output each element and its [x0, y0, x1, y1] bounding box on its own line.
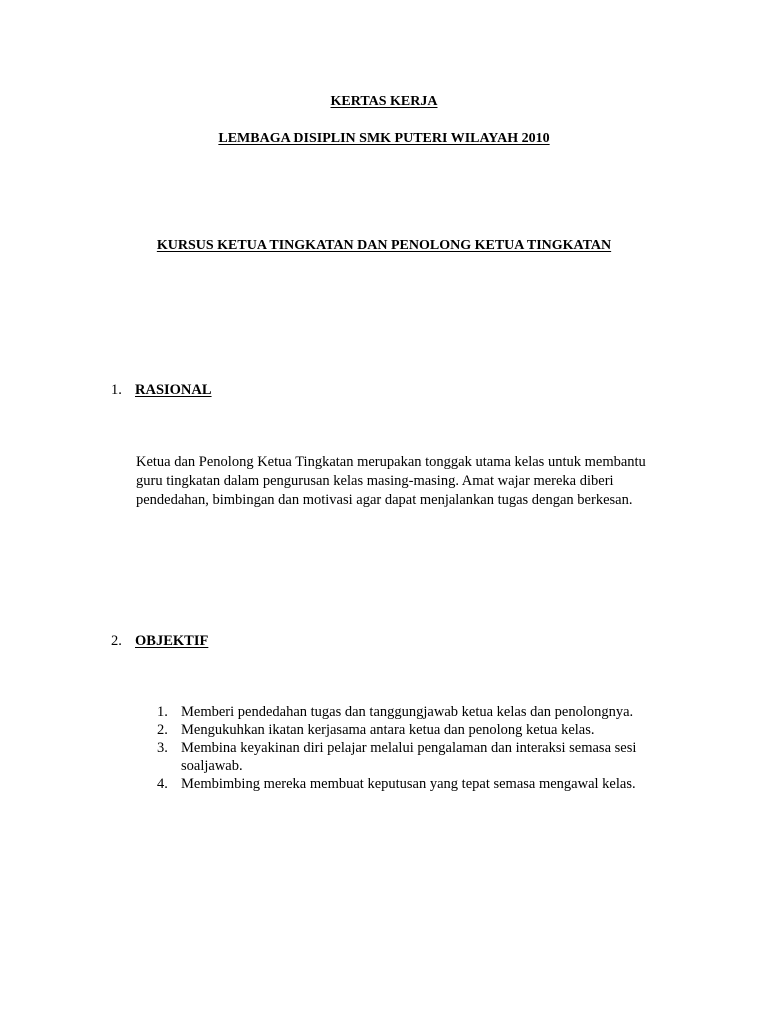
document-subtitle — [0, 131, 768, 147]
paragraph-line: guru tingkatan dalam pengurusan kelas masing-masing. Amat wajar mereka diberi — [136, 473, 614, 489]
section-title: OBJEKTIF — [135, 633, 209, 649]
list-item — [157, 775, 717, 793]
list-item-number: 1. — [157, 704, 168, 720]
paragraph-line: pendedahan, bimbingan dan motivasi agar dapat menjalankan tugas dengan berkesan. — [136, 492, 633, 508]
list-item — [157, 703, 717, 721]
list-item — [157, 739, 717, 775]
objektif-list — [157, 703, 717, 793]
list-item-text: Membimbing mereka membuat keputusan yang tepat semasa mengawal kelas. — [181, 776, 636, 792]
course-title-text: KURSUS KETUA TINGKATAN DAN PENOLONG KETUA TINGKATAN — [156, 238, 612, 253]
list-item — [157, 721, 717, 739]
rasional-paragraph — [136, 453, 696, 510]
document-subtitle-text: LEMBAGA DISIPLIN SMK PUTERI WILAYAH 2010 — [218, 131, 550, 146]
section-number: 2. — [111, 633, 122, 649]
document-title-text: KERTAS KERJA — [330, 94, 438, 109]
list-item-number: 3. — [157, 740, 168, 756]
list-item-number: 2. — [157, 722, 168, 738]
section-number: 1. — [111, 382, 122, 398]
paragraph-line: Ketua dan Penolong Ketua Tingkatan merupakan tonggak utama kelas untuk membantu — [136, 454, 646, 470]
course-title — [0, 238, 768, 254]
section-objektif-heading — [111, 633, 208, 650]
list-item-text: Membina keyakinan diri pelajar melalui pengalaman dan interaksi semasa sesi soaljawab. — [181, 740, 637, 774]
list-item-number: 4. — [157, 776, 168, 792]
list-item-text: Memberi pendedahan tugas dan tanggungjawab ketua kelas dan penolongnya. — [181, 704, 634, 720]
section-title: RASIONAL — [135, 382, 212, 398]
document-title — [0, 94, 768, 110]
section-rasional-heading — [111, 382, 212, 399]
list-item-text: Mengukuhkan ikatan kerjasama antara ketua dan penolong ketua kelas. — [181, 722, 595, 738]
